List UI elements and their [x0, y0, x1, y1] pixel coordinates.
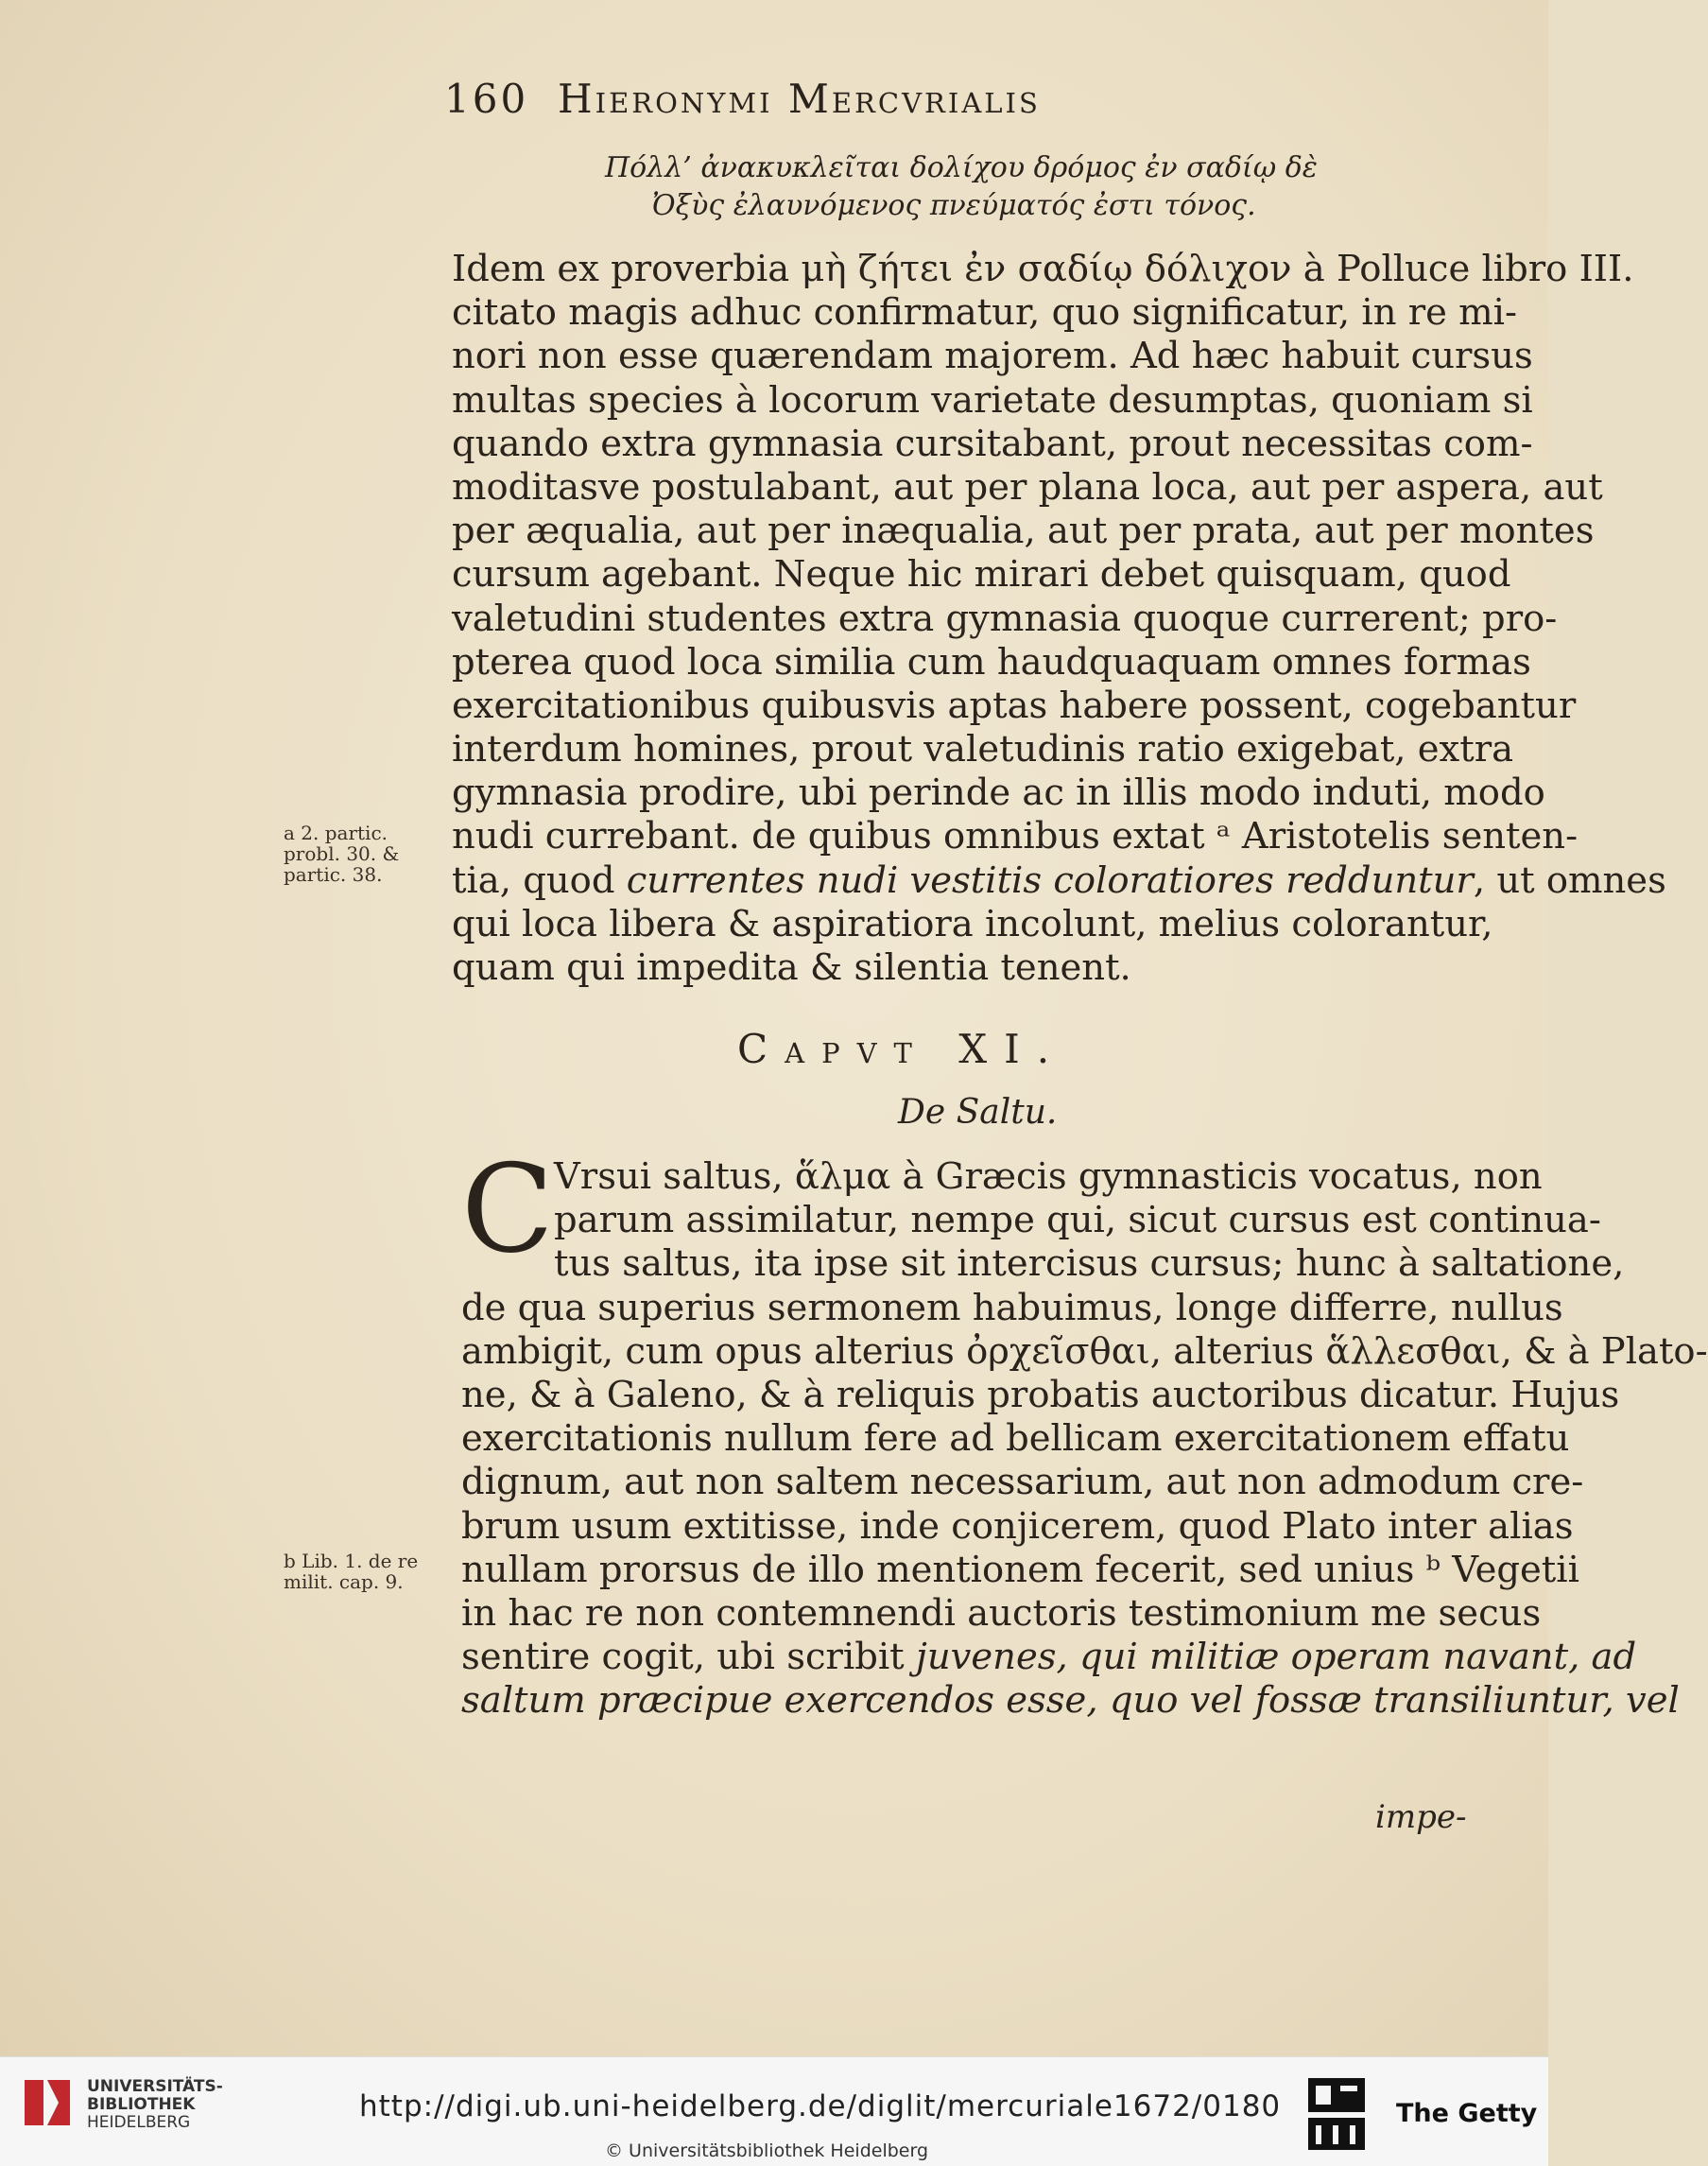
chapter-subtitle: De Saltu.: [898, 1093, 1058, 1132]
text-line: ne, & à Galeno, & à reliquis probatis auctoribus dicatur. Hujus: [461, 1373, 1620, 1416]
library-name-line: BIBLIOTHEK: [87, 2095, 196, 2114]
text-line: Idem ex proverbia μὴ ζήτει ἐν σαδίῳ δόλιχον à Polluce libro III.: [452, 248, 1634, 290]
margin-note-a: [284, 823, 440, 885]
margin-note-line: partic. 38.: [284, 863, 383, 886]
library-name: [87, 2078, 257, 2132]
italic-quote: juvenes, qui militiæ operam navant, ad: [915, 1636, 1637, 1679]
text-line: interdum homines, prout valetudinis ratio exigebat, extra: [452, 728, 1514, 771]
text-line: parum assimilatur, nempe qui, sicut cursus est continua-: [554, 1199, 1601, 1242]
chapter-heading: Capvt XI.: [737, 1026, 1067, 1072]
margin-note-b: [284, 1551, 440, 1592]
text-line: moditasve postulabant, aut per plana loca, aut per aspera, aut: [452, 465, 1603, 509]
text-line: cursum agebant. Neque hic mirari debet quisquam, quod: [452, 553, 1511, 597]
italic-quote: saltum præcipue exercendos esse, quo vel fossæ transiliuntur, vel: [461, 1679, 1680, 1723]
text-line: Vrsui saltus, ἅλμα à Græcis gymnasticis vocatus, non: [554, 1155, 1543, 1198]
text-line: pterea quod loca similia cum haudquaquam omnes formas: [452, 640, 1531, 684]
library-name-line: HEIDELBERG: [87, 2113, 191, 2132]
text-line: nudi currebant. de quibus omnibus extat ᵃ Aristotelis senten-: [452, 815, 1579, 858]
running-header: [444, 76, 1484, 142]
page-number: 160: [444, 76, 529, 122]
text-line: gymnasia prodire, ubi perinde ac in illis modo induti, modo: [452, 771, 1545, 815]
text-line: [452, 858, 1666, 903]
getty-logo-icon: [1306, 2076, 1367, 2152]
italic-quote: currentes nudi vestitis coloratiores redduntur: [626, 858, 1474, 902]
text-line: quando extra gymnasia cursitabant, prout necessitas com-: [452, 422, 1533, 465]
margin-note-line: a 2. partic.: [284, 822, 388, 844]
text-line: quam qui impedita & silentia tenent.: [452, 946, 1131, 989]
paragraph-cursus: [452, 248, 1666, 990]
text-line: [461, 1679, 1680, 1723]
university-library-logo-icon: [21, 2076, 74, 2129]
text-line: de qua superius sermonem habuimus, longe differre, nullus: [461, 1286, 1563, 1329]
library-name-line: UNIVERSITÄTS-: [87, 2077, 223, 2096]
text-line: per æqualia, aut per inæqualia, aut per prata, aut per montes: [452, 510, 1595, 553]
greek-quote-line-2: Ὀξὺς ἐλαυνόμενος πνεύματός ἐστι τόνος.: [652, 189, 1256, 222]
text-line: [461, 1636, 1637, 1679]
margin-note-line: milit. cap. 9.: [284, 1570, 404, 1593]
text-line: exercitationibus quibusvis aptas habere possent, cogebantur: [452, 684, 1577, 727]
copyright-notice: © Universitätsbibliothek Heidelberg: [605, 2140, 929, 2161]
text-line: qui loca libera & aspiratiora incolunt, melius colorantur,: [452, 902, 1493, 945]
text-fragment: sentire cogit, ubi scribit: [461, 1636, 916, 1679]
permalink-url[interactable]: http://digi.ub.uni-heidelberg.de/diglit/mercuriale1672/0180: [359, 2089, 1282, 2123]
text-line: in hac re non contemnendi auctoris testimonium me secus: [461, 1591, 1542, 1635]
text-line: valetudini studentes extra gymnasia quoque currerent; pro-: [452, 597, 1558, 640]
text-line: multas species à locorum varietate desumptas, quoniam si: [452, 378, 1533, 422]
text-fragment: tia, quod: [452, 858, 627, 902]
text-line: nullam prorsus de illo mentionem fecerit, sed unius ᵇ Vegetii: [461, 1548, 1579, 1591]
viewer-footer: [0, 2056, 1548, 2166]
drop-capital: C: [461, 1139, 554, 1280]
paragraph-saltus: [461, 1139, 1708, 1723]
text-line: tus saltus, ita ipse sit intercisus cursus; hunc à saltatione,: [554, 1242, 1625, 1286]
text-line: exercitationis nullum fere ad bellicam exercitationem effatu: [461, 1417, 1570, 1461]
greek-quote-line-1: Πόλλ’ ἀνακυκλεῖται δολίχου δρόμος ἐν σαδίῳ δὲ: [605, 151, 1318, 184]
text-line: nori non esse quærendam majorem. Ad hæc habuit cursus: [452, 335, 1533, 378]
running-title: Hieronymi Mercvrialis: [558, 76, 1041, 122]
text-line: citato magis adhuc confirmatur, quo significatur, in re mi-: [452, 291, 1517, 335]
text-line: ambigit, cum opus alterius ὀρχεῖσθαι, alterius ἅλλεσθαι, & à Plato-: [461, 1329, 1708, 1373]
partner-name: The Getty: [1396, 2099, 1538, 2128]
margin-note-line: b Lib. 1. de re: [284, 1550, 419, 1572]
catchword: impe-: [1375, 1798, 1467, 1836]
text-fragment: , ut omnes: [1473, 858, 1666, 902]
text-line: dignum, aut non saltem necessarium, aut non admodum cre-: [461, 1461, 1584, 1504]
text-line: brum usum extitisse, inde conjicerem, quod Plato inter alias: [461, 1504, 1574, 1548]
margin-note-line: probl. 30. &: [284, 842, 400, 865]
